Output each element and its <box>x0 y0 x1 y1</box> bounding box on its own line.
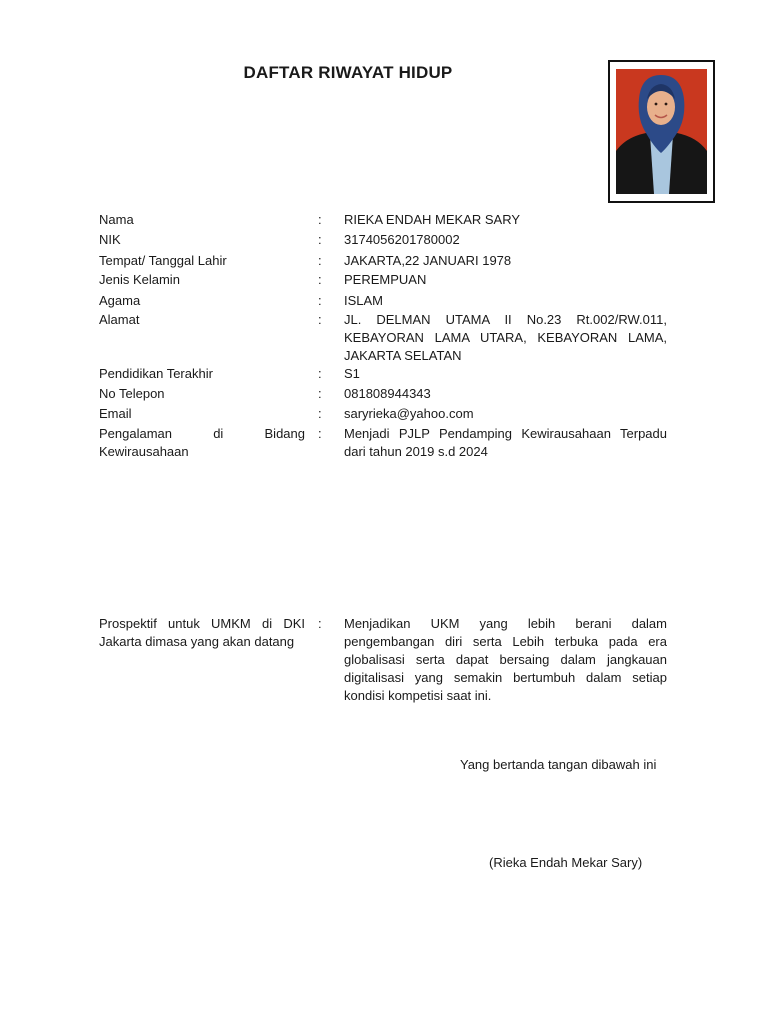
profile-photo <box>616 69 707 194</box>
field-label: Prospektif untuk UMKM di DKI Jakarta dimasa yang akan datang <box>99 616 305 649</box>
field-separator: : <box>318 616 322 631</box>
field-value: JAKARTA,22 JANUARI 1978 <box>344 253 512 268</box>
field-value: saryrieka@yahoo.com <box>344 406 474 421</box>
field-label: Pengalaman di Bidang Kewirausahaan <box>99 426 305 459</box>
field-value: RIEKA ENDAH MEKAR SARY <box>344 212 521 227</box>
field-separator: : <box>318 272 322 287</box>
field-value: PEREMPUAN <box>344 272 427 287</box>
field-value: 3174056201780002 <box>344 232 460 247</box>
field-label: Tempat/ Tanggal Lahir <box>99 253 227 268</box>
profile-photo-frame <box>608 60 715 203</box>
document-title: DAFTAR RIWAYAT HIDUP <box>243 63 453 82</box>
field-value: 081808944343 <box>344 386 431 401</box>
field-label: Email <box>99 406 132 421</box>
field-value: ISLAM <box>344 293 384 308</box>
portrait-image <box>616 69 707 194</box>
field-separator: : <box>318 212 322 227</box>
field-separator: : <box>318 232 322 247</box>
field-value: S1 <box>344 366 360 381</box>
field-value: Menjadikan UKM yang lebih berani dalam pengembangan diri serta Lebih terbuka pada era globalisasi serta dapat bersaing dalam jangkauan digitalisasi yang semakin bertumbuh dalam setiap kondisi kompetisi saat ini. <box>344 616 667 703</box>
field-separator: : <box>318 293 322 308</box>
field-label: Pendidikan Terakhir <box>99 366 213 381</box>
field-label: NIK <box>99 232 121 247</box>
field-separator: : <box>318 426 322 441</box>
signature-name: (Rieka Endah Mekar Sary) <box>489 855 643 870</box>
field-separator: : <box>318 312 322 327</box>
field-label: Alamat <box>99 312 140 327</box>
field-label: Jenis Kelamin <box>99 272 180 287</box>
signature-statement: Yang bertanda tangan dibawah ini <box>460 757 657 772</box>
field-separator: : <box>318 253 322 268</box>
field-separator: : <box>318 406 322 421</box>
field-label: No Telepon <box>99 386 165 401</box>
field-label: Nama <box>99 212 134 227</box>
field-separator: : <box>318 366 322 381</box>
field-label: Agama <box>99 293 141 308</box>
field-separator: : <box>318 386 322 401</box>
field-value: Menjadi PJLP Pendamping Kewirausahaan Terpadu dari tahun 2019 s.d 2024 <box>344 426 667 459</box>
field-value: JL. DELMAN UTAMA II No.23 Rt.002/RW.011, KEBAYORAN LAMA UTARA, KEBAYORAN LAMA, JAKARTA SELATAN <box>344 312 667 363</box>
